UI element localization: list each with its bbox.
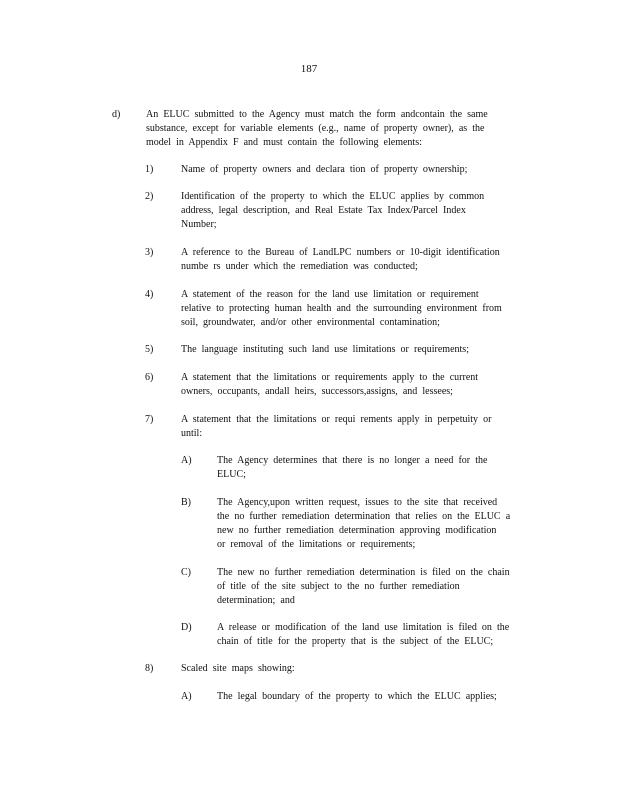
item-label: d) (112, 109, 121, 120)
item-text: The legal boundary of the property to which the ELUC applies; (217, 691, 497, 702)
item-text: A release or modification of the land use limitation is filed on the chain of title for the property that is the subject of the ELUC; (217, 622, 510, 647)
item-label: A) (181, 455, 192, 466)
item-text: Name of property owners and declara tion of property ownership; (181, 164, 468, 175)
item-text: The Agency determines that there is no longer a need for the ELUC; (217, 455, 488, 480)
item-text: A reference to the Bureau of LandLPC numbers or 10-digit identification numbe rs under which the remediation was conducted; (181, 247, 500, 272)
item-text: The new no further remediation determination is filed on the chain of title of the site subject to the no further remediation determination; and (217, 567, 510, 606)
item-text: The language instituting such land use limitations or requirements; (181, 344, 469, 355)
item-text: An ELUC submitted to the Agency must match the form andcontain the same substance, except for variable elements (e.g., name of property owner), as the model in Appendix F and must contain the following elements: (146, 109, 488, 148)
item-text: The Agency,upon written request, issues to the site that received the no further remediation determination that relies on the ELUC a new no further remediation determination approving modification or removal of the limitations or requirements; (217, 497, 511, 550)
item-label: A) (181, 691, 192, 702)
item-text: A statement that the limitations or requi rements apply in perpetuity or until: (181, 414, 492, 439)
item-label: 3) (145, 247, 154, 258)
item-label: 5) (145, 344, 154, 355)
item-label: 2) (145, 191, 154, 202)
item-label: 4) (145, 289, 154, 300)
item-label: 1) (145, 164, 154, 175)
item-label: C) (181, 567, 191, 578)
item-label: 8) (145, 663, 154, 674)
item-label: 7) (145, 414, 154, 425)
item-text: Scaled site maps showing: (181, 663, 295, 674)
page-number: 187 (300, 63, 318, 75)
item-label: D) (181, 622, 192, 633)
item-text: A statement that the limitations or requirements apply to the current owners, occupants, andall heirs, successors,assigns, and lessees; (181, 372, 479, 397)
item-label: B) (181, 497, 191, 508)
item-label: 6) (145, 372, 154, 383)
item-text: A statement of the reason for the land use limitation or requirement relative to protecting human health and the surrounding environment from soil, groundwater, and/or other environmental contamination; (181, 289, 502, 328)
item-text: Identification of the property to which the ELUC applies by common address, legal description, and Real Estate Tax Index/Parcel Index Number; (181, 191, 485, 230)
